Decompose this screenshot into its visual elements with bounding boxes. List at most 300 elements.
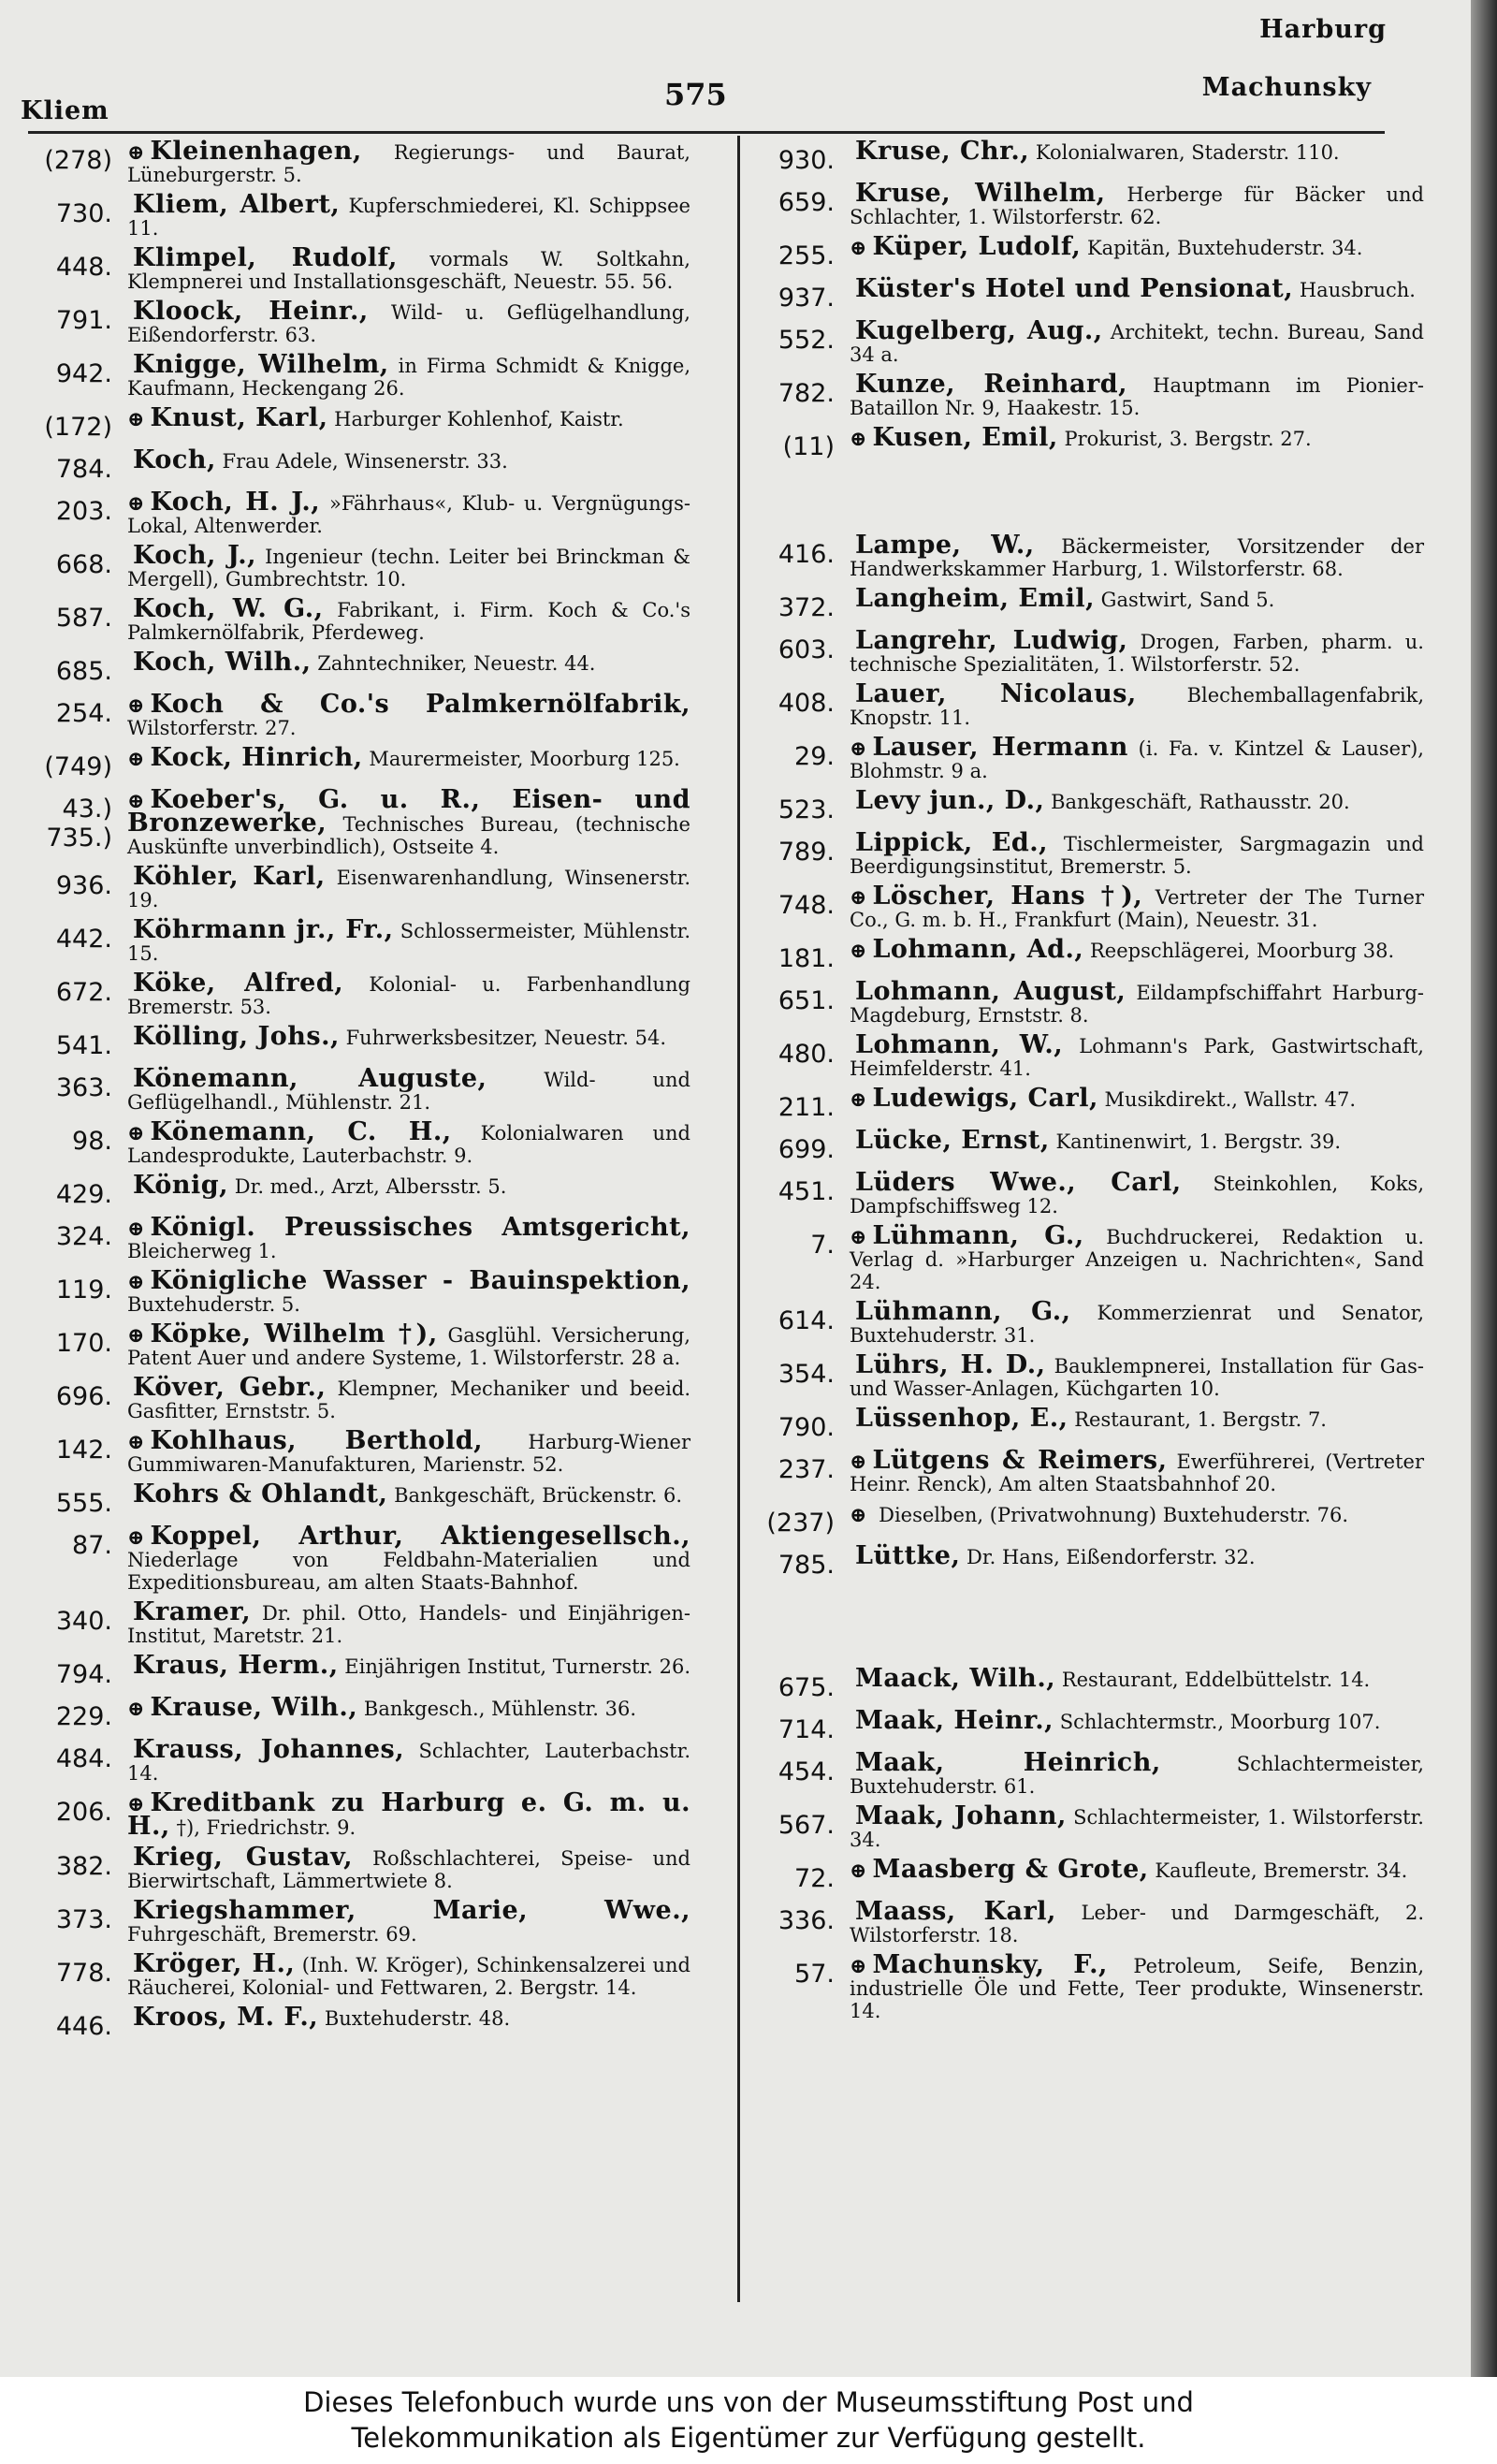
directory-entry — [760, 1350, 1424, 1400]
entry-name: König, — [133, 1171, 229, 1200]
header-left-name: Kliem — [21, 96, 109, 125]
entry-name: Kohlhaus, Berthold, — [150, 1426, 484, 1455]
entry-text — [127, 1373, 690, 1422]
phone-number: 442. — [55, 925, 112, 954]
entry-text — [127, 1597, 690, 1647]
entry-details: Musikdirekt., Wallstr. 47. — [1104, 1088, 1357, 1111]
entry-details: Bankgesch., Mühlenstr. 36. — [363, 1698, 636, 1720]
directory-entry — [26, 1171, 690, 1209]
entry-details: Kolonialwaren, Staderstr. 110. — [1035, 141, 1340, 164]
entry-details: Kapitän, Buxtehuderstr. 34. — [1086, 237, 1363, 259]
entry-text — [127, 190, 690, 240]
entry-name: Kohrs & Ohlandt, — [133, 1480, 388, 1509]
phone-number: 416. — [778, 540, 835, 569]
entry-name: Lütgens & Reimers, — [872, 1446, 1168, 1475]
entry-text — [850, 1855, 1424, 1884]
entry-name: Lohmann, August, — [855, 977, 1126, 1006]
entry-text — [127, 403, 690, 432]
phone-number: 354. — [778, 1360, 835, 1389]
section-gap — [760, 469, 1424, 534]
entry-name: Königliche Wasser - Bauinspektion, — [150, 1266, 690, 1295]
entry-text — [850, 1221, 1424, 1293]
directory-entry — [26, 190, 690, 240]
entry-details: Ewerführerei, (Vertreter Heinr. Renck), Am alten Staatsbahnhof 20. — [850, 1451, 1424, 1495]
phone-number: 555. — [55, 1489, 112, 1518]
footer-line-1: Dieses Telefonbuch wurde uns von der Museumsstiftung Post und — [303, 2386, 1194, 2418]
entry-name: Lücke, Ernst, — [855, 1126, 1050, 1155]
phone-number: 336. — [778, 1906, 835, 1935]
entry-name: Köhler, Karl, — [133, 862, 326, 891]
telephone-symbol-icon: ⊕ — [127, 1121, 145, 1145]
entry-name: Lüssenhop, E., — [855, 1404, 1068, 1433]
entry-text — [850, 370, 1424, 419]
directory-entry — [760, 370, 1424, 419]
entry-details: Buxtehuderstr. 48. — [324, 2007, 511, 2030]
directory-entry — [26, 648, 690, 686]
directory-entry — [26, 2003, 690, 2041]
entry-text — [127, 690, 690, 739]
entry-name: Lippick, Ed., — [855, 828, 1049, 857]
entry-name: Kruse, Chr., — [855, 137, 1030, 166]
telephone-symbol-icon: ⊕ — [127, 1217, 145, 1241]
phone-number: 567. — [778, 1811, 835, 1840]
entry-details: Drogen, Farben, pharm. u. technische Spezialitäten, 1. Wilstorferstr. 52. — [850, 631, 1424, 676]
phone-number: 170. — [55, 1329, 112, 1358]
entry-name: Lohmann, Ad., — [872, 935, 1084, 964]
entry-details: Kaufleute, Bremerstr. 34. — [1155, 1859, 1408, 1882]
phone-number: 685. — [55, 657, 112, 686]
phone-number: 675. — [778, 1673, 835, 1702]
entry-text — [127, 1022, 690, 1051]
entry-text — [127, 1426, 690, 1476]
entry-text — [127, 1117, 690, 1167]
directory-entry — [760, 882, 1424, 931]
entry-name: Knust, Karl, — [150, 403, 328, 432]
directory-entry — [26, 1064, 690, 1114]
entry-name: Kröger, H., — [133, 1949, 296, 1978]
directory-entry — [26, 690, 690, 739]
phone-number: 340. — [55, 1607, 112, 1636]
entry-details: Prokurist, 3. Bergstr. 27. — [1064, 428, 1312, 450]
entry-name: Levy jun., D., — [855, 786, 1045, 815]
telephone-symbol-icon: ⊕ — [850, 1225, 867, 1249]
entry-details: Petroleum, Seife, Benzin, industrielle Öle und Fette, Teer produkte, Winsenerstr. 14. — [850, 1955, 1424, 2022]
telephone-symbol-icon: ⊕ — [127, 140, 145, 165]
directory-entry — [26, 1522, 690, 1594]
entry-details: Dr. med., Arzt, Albersstr. 5. — [234, 1175, 507, 1198]
entry-text — [850, 1748, 1424, 1798]
entry-text — [850, 584, 1424, 613]
left-column — [26, 137, 691, 2048]
entry-text — [850, 1168, 1424, 1217]
entry-text — [127, 1213, 690, 1262]
entry-details: Dr. Hans, Eißendorferstr. 32. — [967, 1546, 1256, 1568]
entry-name: Kleinenhagen, — [150, 137, 362, 166]
entry-text — [127, 297, 690, 346]
directory-entry — [26, 1843, 690, 1892]
entry-text — [127, 743, 690, 772]
entry-text — [127, 1735, 690, 1785]
phone-number: 484. — [55, 1744, 112, 1773]
directory-entry — [760, 828, 1424, 878]
entry-text — [850, 828, 1424, 878]
entry-name: Kock, Hinrich, — [150, 743, 363, 772]
telephone-symbol-icon: ⊕ — [127, 693, 145, 718]
directory-entry — [26, 403, 690, 442]
entry-text — [850, 1404, 1424, 1433]
telephone-symbol-icon: ⊕ — [850, 1087, 867, 1112]
telephone-symbol-icon: ⊕ — [127, 789, 145, 813]
entry-name: Küster's Hotel und Pensionat, — [855, 274, 1294, 303]
entry-text — [850, 1541, 1424, 1570]
directory-entry — [760, 1297, 1424, 1347]
entry-name: Maak, Johann, — [855, 1801, 1067, 1830]
entry-details: Einjährigen Institut, Turnerstr. 26. — [344, 1655, 691, 1678]
entry-text — [850, 179, 1424, 228]
entry-details: Gastwirt, Sand 5. — [1100, 589, 1275, 611]
entry-name: Maak, Heinr., — [855, 1706, 1054, 1735]
right-column — [760, 137, 1425, 2030]
entry-name: Köke, Alfred, — [133, 969, 344, 998]
entry-name: Koch, Wilh., — [133, 648, 312, 677]
entry-details: Gasglühl. Versicherung, Patent Auer und andere Systeme, 1. Wilstorferstr. 28 a. — [127, 1324, 690, 1369]
directory-entry — [26, 488, 690, 537]
directory-entry — [760, 274, 1424, 313]
phone-number: 699. — [778, 1135, 835, 1164]
entry-text — [850, 626, 1424, 676]
telephone-symbol-icon: ⊕ — [850, 1954, 867, 1978]
entry-text — [127, 137, 690, 186]
phone-number: 373. — [55, 1905, 112, 1934]
directory-entry — [760, 1503, 1424, 1538]
telephone-symbol-icon: ⊕ — [127, 1697, 145, 1721]
entry-details: Fabrikant, i. Firm. Koch & Co.'s Palmkernölfabrik, Pferdeweg. — [127, 599, 690, 644]
entry-text — [850, 733, 1424, 782]
entry-name: Kraus, Herm., — [133, 1651, 339, 1680]
entry-details: Schlachtermeister, Buxtehuderstr. 61. — [850, 1753, 1424, 1798]
directory-entry — [760, 584, 1424, 622]
directory-entry — [760, 1855, 1424, 1893]
phone-number: 7. — [810, 1231, 835, 1260]
entry-details: †), Friedrichstr. 9. — [176, 1816, 356, 1839]
entry-text — [127, 2003, 690, 2032]
entry-name: Kunze, Reinhard, — [855, 370, 1128, 399]
entry-name: Kreditbank zu Harburg e. G. m. u. H., — [127, 1788, 690, 1841]
phone-number: 142. — [55, 1436, 112, 1465]
directory-entry — [760, 179, 1424, 228]
directory-entry — [26, 1426, 690, 1476]
entry-name: Koch, — [133, 445, 216, 474]
entry-details: Kupferschmiederei, Kl. Schippsee 11. — [127, 195, 690, 240]
entry-details: Kolonialwaren und Landesprodukte, Lauterbachstr. 9. — [127, 1122, 690, 1167]
directory-entry — [26, 1480, 690, 1518]
directory-entry — [760, 1897, 1424, 1946]
entry-details: Herberge für Bäcker und Schlachter, 1. Wilstorferstr. 62. — [850, 183, 1424, 228]
entry-text — [127, 445, 690, 474]
telephone-symbol-icon: ⊕ — [127, 1525, 145, 1550]
directory-entry — [26, 1213, 690, 1262]
phone-number: 446. — [55, 2012, 112, 2041]
entry-details: Frau Adele, Winsenerstr. 33. — [222, 450, 508, 473]
footer-notice — [0, 2377, 1497, 2464]
entry-details: Eildampfschiffahrt Harburg-Magdeburg, Ernststr. 8. — [850, 982, 1424, 1027]
telephone-symbol-icon: ⊕ — [127, 1430, 145, 1454]
phone-number: 523. — [778, 795, 835, 824]
entry-details: Wilstorferstr. 27. — [127, 717, 297, 739]
phone-number: 730. — [55, 199, 112, 228]
entry-name: Könemann, C. H., — [150, 1117, 452, 1146]
directory-entry — [760, 733, 1424, 782]
entry-details: Technisches Bureau, (technische Auskünfte unverbindlich), Ostseite 4. — [127, 813, 690, 858]
entry-details: vormals W. Soltkahn, Klempnerei und Installationsgeschäft, Neuestr. 55. 56. — [127, 248, 690, 293]
entry-name: Maak, Heinrich, — [855, 1748, 1161, 1777]
entry-name: Köhrmann jr., Fr., — [133, 915, 394, 944]
entry-name: Kramer, — [133, 1597, 252, 1626]
phone-number: 552. — [778, 326, 835, 355]
phone-number: 363. — [55, 1073, 112, 1102]
entry-name: Lampe, W., — [855, 531, 1035, 560]
entry-details: Dieselben, (Privatwohnung) Buxtehuderstr. 76. — [879, 1504, 1349, 1526]
entry-name: Knigge, Wilhelm, — [133, 350, 389, 379]
telephone-symbol-icon: ⊕ — [850, 939, 867, 963]
phone-number: 936. — [55, 871, 112, 900]
directory-entry — [26, 350, 690, 400]
phone-number: 57. — [794, 1960, 835, 1989]
entry-text — [850, 1706, 1424, 1735]
entry-name: Koeber's, G. u. R., Eisen- und Bronzewerke, — [127, 785, 690, 838]
telephone-symbol-icon: ⊕ — [850, 427, 867, 451]
phone-number: (172) — [44, 413, 112, 442]
directory-entry — [760, 679, 1424, 729]
directory-entry — [26, 785, 690, 858]
directory-entry — [760, 626, 1424, 676]
footer-line-2: Telekommunikation als Eigentümer zur Verfügung gestellt. — [351, 2422, 1146, 2454]
entry-details: Bankgeschäft, Brückenstr. 6. — [394, 1484, 683, 1507]
phone-number: 454. — [778, 1757, 835, 1786]
entry-text — [127, 1480, 690, 1509]
entry-name: Maack, Wilh., — [855, 1664, 1056, 1693]
directory-entry — [760, 1126, 1424, 1164]
phone-number: 451. — [778, 1177, 835, 1206]
entry-name: Königl. Preussisches Amtsgericht, — [150, 1213, 690, 1242]
entry-details: Schlachter, Lauterbachstr. 14. — [127, 1740, 690, 1785]
entry-name: Lühmann, G., — [872, 1221, 1084, 1250]
telephone-symbol-icon: ⊕ — [127, 1323, 145, 1348]
directory-entry — [26, 1597, 690, 1647]
entry-name: Koch, J., — [133, 541, 257, 570]
entry-text — [850, 1950, 1424, 2022]
entry-text — [127, 785, 690, 858]
entry-details: »Fährhaus«, Klub- u. Vergnügungs-Lokal, Altenwerder. — [127, 492, 690, 537]
entry-name: Kusen, Emil, — [872, 423, 1058, 452]
entry-name: Krauss, Johannes, — [133, 1735, 405, 1764]
directory-entry — [760, 1950, 1424, 2022]
entry-details: Bauklempnerei, Installation für Gas- und Wasser-Anlagen, Küchgarten 10. — [850, 1355, 1424, 1400]
directory-entry — [760, 1801, 1424, 1851]
entry-name: Kruse, Wilhelm, — [855, 179, 1106, 208]
entry-text — [850, 1446, 1424, 1495]
directory-entry — [760, 232, 1424, 270]
entry-text — [127, 1949, 690, 1999]
entry-name: Kroos, M. F., — [133, 2003, 319, 2032]
entry-details: Restaurant, 1. Bergstr. 7. — [1074, 1408, 1327, 1431]
directory-entry — [760, 786, 1424, 824]
telephone-symbol-icon: ⊕ — [127, 747, 145, 771]
entry-text — [850, 232, 1424, 261]
phone-number: 748. — [778, 891, 835, 920]
entry-name: Koppel, Arthur, Aktiengesellsch., — [150, 1522, 690, 1551]
phone-number: 714. — [778, 1715, 835, 1744]
entry-details: Fuhrwerksbesitzer, Neuestr. 54. — [345, 1027, 667, 1049]
entry-details: Buxtehuderstr. 5. — [127, 1293, 300, 1316]
entry-name: Krieg, Gustav, — [133, 1843, 354, 1872]
entry-name: Löscher, Hans †), — [872, 882, 1143, 911]
phone-number: 372. — [778, 593, 835, 622]
directory-entry — [760, 316, 1425, 366]
page-number: 575 — [664, 77, 727, 112]
directory-entry — [760, 1446, 1424, 1495]
phone-number: 429. — [55, 1180, 112, 1209]
directory-entry — [26, 969, 690, 1018]
entry-details: Roßschlachterei, Speise- und Bierwirtschaft, Lämmertwiete 8. — [127, 1847, 690, 1892]
entry-details: Maurermeister, Moorburg 125. — [369, 748, 680, 770]
entry-text — [127, 350, 690, 400]
entry-name: Lüders Wwe., Carl, — [855, 1168, 1182, 1197]
entry-details: Schlachtermeister, 1. Wilstorferstr. 34. — [850, 1806, 1424, 1851]
directory-entry — [760, 1706, 1424, 1744]
entry-text — [127, 1788, 690, 1841]
directory-entry — [26, 1735, 690, 1785]
entry-details: Hausbruch. — [1299, 279, 1416, 301]
phone-number: 659. — [778, 188, 835, 217]
column-divider — [737, 136, 740, 2302]
entry-name: Küper, Ludolf, — [872, 232, 1082, 261]
entry-details: Niederlage von Feldbahn-Materialien und Expeditionsbureau, am alten Staats-Bahnhof. — [127, 1549, 690, 1594]
entry-text — [127, 541, 690, 590]
phone-number: 614. — [778, 1306, 835, 1335]
entry-details: Hauptmann im Pionier-Bataillon Nr. 9, Haakestr. 15. — [850, 374, 1424, 419]
header-right-name: Machunsky — [1201, 73, 1372, 102]
entry-text — [850, 1297, 1424, 1347]
directory-entry — [26, 862, 690, 911]
directory-entry — [26, 1117, 690, 1167]
entry-name: Kriegshammer, Marie, Wwe., — [133, 1896, 690, 1925]
entry-text — [850, 1084, 1424, 1113]
entry-details: Eisenwarenhandlung, Winsenerstr. 19. — [127, 867, 690, 911]
phone-number: 651. — [778, 986, 835, 1015]
entry-name: Krause, Wilh., — [150, 1693, 358, 1722]
phone-number: 43.) 735.) — [46, 795, 112, 853]
entry-details: Reepschlägerei, Moorburg 38. — [1090, 940, 1395, 962]
telephone-symbol-icon: ⊕ — [850, 236, 867, 260]
phone-number: 324. — [55, 1222, 112, 1251]
directory-entry — [760, 935, 1424, 973]
phone-number: 206. — [55, 1798, 112, 1827]
entry-name: Koch, H. J., — [150, 488, 321, 517]
directory-entry — [26, 594, 690, 644]
entry-name: Kugelberg, Aug., — [855, 316, 1103, 345]
directory-entry — [26, 1022, 690, 1060]
directory-entry — [26, 297, 690, 346]
directory-entry — [760, 423, 1424, 461]
entry-details: Bankgeschäft, Rathausstr. 20. — [1051, 791, 1350, 813]
entry-text — [850, 531, 1424, 580]
directory-entry — [760, 137, 1424, 175]
entry-details: (Inh. W. Kröger), Schinkensalzerei und Räucherei, Kolonial- und Fettwaren, 2. Bergstr. 14. — [127, 1954, 690, 1999]
entry-text — [127, 594, 690, 644]
directory-entry — [760, 1664, 1424, 1702]
directory-entry — [760, 977, 1424, 1027]
phone-number: 203. — [55, 497, 112, 526]
directory-entry — [760, 1404, 1424, 1442]
entry-text — [127, 1896, 690, 1946]
entry-details: Leber- und Darmgeschäft, 2. Wilstorferstr. 18. — [850, 1902, 1424, 1946]
phone-number: 181. — [778, 944, 835, 973]
telephone-symbol-icon: ⊕ — [127, 407, 145, 431]
entry-details: Harburger Kohlenhof, Kaistr. — [334, 408, 624, 430]
telephone-symbol-icon: ⊕ — [850, 885, 867, 910]
entry-name: Maasberg & Grote, — [872, 1855, 1149, 1884]
entry-name: Lührs, H. D., — [855, 1350, 1046, 1379]
directory-entry — [26, 1896, 690, 1946]
entry-name: Lüttke, — [855, 1541, 961, 1570]
entry-details: Schlachtermstr., Moorburg 107. — [1059, 1711, 1381, 1733]
phone-number: (11) — [782, 432, 835, 461]
directory-entry — [760, 1030, 1424, 1080]
entry-text — [127, 1651, 691, 1680]
entry-text — [127, 1319, 690, 1369]
entry-details: Regierungs- und Baurat, Lüneburgerstr. 5. — [127, 141, 690, 186]
entry-details: Steinkohlen, Koks, Dampfschiffsweg 12. — [850, 1173, 1424, 1217]
entry-details: Bleicherweg 1. — [127, 1240, 277, 1262]
telephone-symbol-icon: ⊕ — [127, 491, 145, 516]
page-edge-shadow — [1471, 0, 1497, 2377]
directory-entry — [760, 1084, 1424, 1122]
entry-text — [850, 1664, 1424, 1693]
directory-entry — [760, 1168, 1424, 1217]
entry-text — [850, 882, 1424, 931]
telephone-symbol-icon: ⊕ — [850, 1503, 867, 1527]
phone-number: 255. — [778, 241, 835, 270]
entry-details: Bäckermeister, Vorsitzender der Handwerkskammer Harburg, 1. Wilstorferstr. 68. — [850, 535, 1424, 580]
entry-name: Lühmann, G., — [855, 1297, 1071, 1326]
phone-number: 254. — [55, 699, 112, 728]
phone-number: 119. — [55, 1276, 112, 1305]
directory-entry — [26, 243, 690, 293]
entry-text — [850, 1030, 1424, 1080]
entry-text — [127, 1266, 690, 1316]
phone-number: 480. — [778, 1040, 835, 1069]
directory-entry — [26, 1949, 690, 1999]
phone-number: 942. — [55, 359, 112, 388]
entry-name: Koch & Co.'s Palmkernölfabrik, — [150, 690, 690, 719]
entry-details: (i. Fa. v. Kintzel & Lauser), Blohmstr. 9 a. — [850, 737, 1424, 782]
directory-entry — [26, 1693, 690, 1731]
phone-number: 785. — [778, 1551, 835, 1580]
entry-text — [850, 786, 1424, 815]
entry-details: Restaurant, Eddelbüttelstr. 14. — [1061, 1669, 1371, 1691]
phone-number: 937. — [778, 284, 835, 313]
entry-details: Architekt, techn. Bureau, Sand 34 a. — [850, 321, 1425, 366]
phone-number: (237) — [766, 1509, 835, 1538]
phone-number: 672. — [55, 978, 112, 1007]
phone-number: 930. — [778, 146, 835, 175]
telephone-symbol-icon: ⊕ — [127, 1792, 145, 1816]
directory-entry — [760, 1748, 1424, 1798]
phone-number: 668. — [55, 550, 112, 579]
phone-number: (749) — [44, 752, 112, 781]
entry-text — [850, 423, 1424, 452]
